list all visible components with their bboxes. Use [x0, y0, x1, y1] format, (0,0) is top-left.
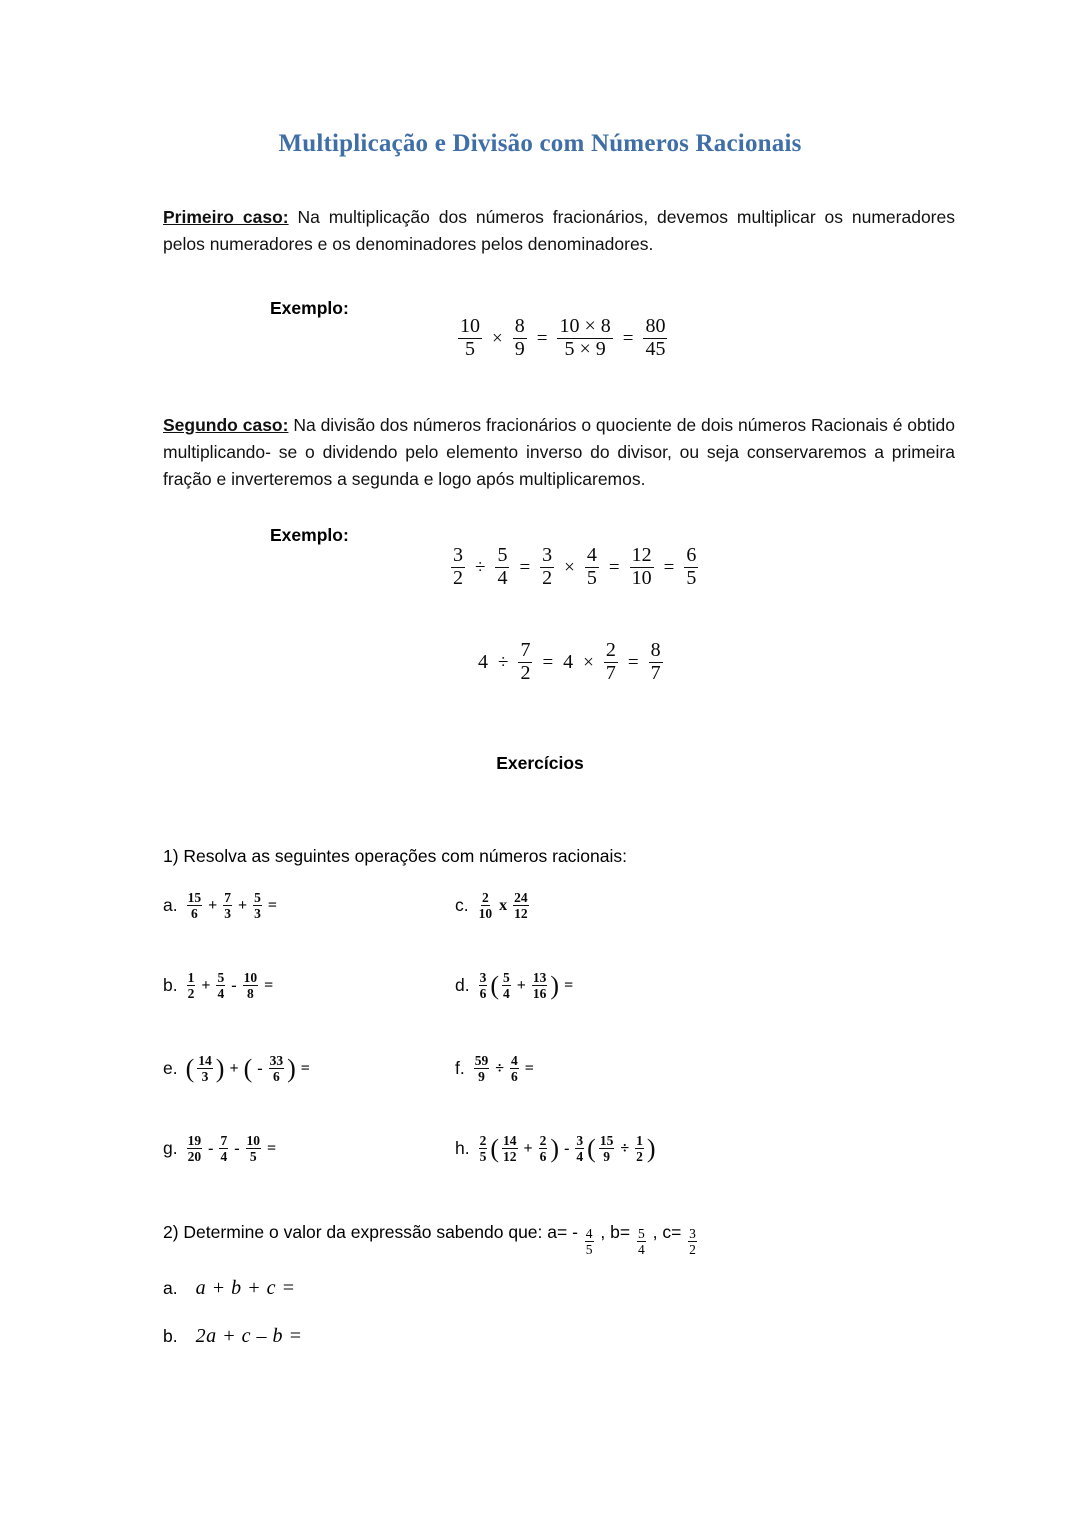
fraction: [451, 545, 465, 589]
fraction: [513, 890, 529, 921]
close-paren: ): [287, 1053, 296, 1083]
exercise-item-f: [455, 1053, 538, 1084]
denominator: 5: [586, 566, 597, 589]
fraction: [649, 640, 663, 684]
operator-times: x: [499, 896, 508, 914]
denominator: 5: [465, 337, 475, 360]
equals-sign: =: [622, 327, 634, 349]
close-paren: ): [550, 970, 560, 1000]
operator-divide: ÷: [475, 556, 486, 578]
item-tag: d.: [455, 975, 470, 996]
numerator: 1: [636, 1133, 643, 1148]
denominator: 16: [532, 986, 547, 1002]
numerator: 8: [514, 315, 525, 337]
question-1-text: 1) Resolva as seguintes operações com números racionais:: [163, 846, 627, 866]
whole-number: 4: [478, 650, 488, 673]
fraction: [187, 890, 203, 921]
question-2-prefix: 2) Determine o valor da expressão sabendo que: a= -: [163, 1222, 578, 1242]
denominator: 7: [605, 661, 616, 684]
item-tag: a.: [163, 1278, 178, 1298]
numerator: 10: [460, 315, 480, 337]
fraction: [684, 545, 698, 589]
fraction: [557, 316, 612, 360]
denominator: 3: [201, 1069, 209, 1085]
numerator: 7: [224, 890, 231, 905]
numerator: 5: [254, 890, 261, 905]
fraction: [219, 1133, 228, 1164]
numerator: 15: [599, 1133, 614, 1148]
numerator: 4: [585, 1226, 593, 1241]
fraction: [474, 1053, 490, 1084]
denominator: 4: [576, 1149, 584, 1165]
equals-sign: =: [542, 651, 554, 673]
second-case-paragraph: [163, 412, 955, 493]
operator-minus: -: [208, 1139, 214, 1157]
equation-division-example-2: [475, 640, 666, 684]
operator-plus: +: [229, 1059, 239, 1077]
numerator: 3: [689, 1226, 696, 1241]
fraction: [216, 970, 225, 1001]
numerator: 13: [532, 970, 547, 985]
fraction: [532, 970, 548, 1001]
numerator: 5: [497, 544, 508, 566]
fraction: [269, 1053, 285, 1084]
fraction: [539, 1133, 548, 1164]
denominator: 2: [542, 566, 553, 589]
operator-plus: +: [201, 976, 211, 994]
numerator: 7: [220, 1133, 228, 1148]
second-case-text: Na divisão dos números fracionários o quociente de dois números Racionais é obtido multiplicando- se o dividendo pelo elemento inverso do divisor, ou seja conservaremos a primeira fração e inverteremos a segunda e logo após multiplicaremos.: [163, 415, 955, 489]
first-case-lead: Primeiro caso:: [163, 207, 289, 227]
denominator: 8: [246, 986, 254, 1002]
fraction: [458, 316, 482, 360]
open-paren: (: [185, 1053, 195, 1083]
numerator: 7: [520, 639, 531, 661]
question-2-item-a: [163, 1277, 295, 1300]
operator-minus: -: [234, 1139, 240, 1157]
fraction-c-value: [688, 1226, 697, 1257]
item-tag: b.: [163, 975, 178, 996]
open-paren: (: [587, 1133, 596, 1163]
equals-sign: =: [264, 976, 274, 994]
item-tag: h.: [455, 1138, 470, 1159]
denominator: 6: [479, 986, 487, 1002]
fraction: [575, 1133, 584, 1164]
fraction: [643, 316, 667, 360]
numerator: 5: [637, 1226, 645, 1241]
denominator: 4: [637, 1242, 645, 1258]
item-expression: [477, 970, 578, 1001]
denominator: 12: [503, 1149, 517, 1165]
equation-division-example-1: [448, 545, 701, 589]
exercise-item-a: [163, 890, 281, 921]
item-expression: [472, 1053, 538, 1084]
close-paren: ): [215, 1053, 225, 1083]
numerator: 3: [542, 544, 553, 566]
item-expression: [185, 1133, 281, 1164]
operator-divide: ÷: [495, 1059, 505, 1077]
denominator: 4: [503, 986, 510, 1002]
denominator: 2: [187, 986, 195, 1002]
fraction: [585, 545, 599, 589]
item-tag: b.: [163, 1326, 178, 1346]
equals-sign: =: [564, 976, 574, 994]
fraction: [630, 545, 654, 589]
item-tag: a.: [163, 895, 178, 916]
item-expression: [185, 970, 278, 1001]
denominator: 45: [645, 337, 666, 360]
operator-plus: +: [208, 896, 218, 914]
numerator: 10: [246, 1133, 261, 1148]
numerator: 33: [269, 1053, 284, 1068]
denominator: 6: [190, 906, 198, 922]
fraction: [253, 890, 262, 921]
numerator: 19: [187, 1133, 202, 1148]
operator-minus: -: [257, 1059, 263, 1077]
denominator: 6: [511, 1069, 518, 1085]
whole-number: 4: [563, 650, 574, 673]
operator-times: ×: [564, 556, 575, 578]
fraction: [599, 1133, 615, 1164]
item-tag: e.: [163, 1058, 178, 1079]
item-expression: [477, 1133, 657, 1164]
exercise-item-g: [163, 1133, 280, 1164]
denominator: 5: [686, 566, 697, 589]
denominator: 9: [603, 1149, 610, 1165]
denominator: 4: [497, 566, 508, 589]
numerator: 2: [479, 1133, 487, 1148]
fraction: [518, 640, 532, 684]
fraction: [510, 1053, 519, 1084]
denominator: 10: [631, 566, 652, 589]
operator-minus: -: [564, 1139, 570, 1157]
equals-sign: =: [608, 556, 620, 578]
denominator: 2: [689, 1242, 696, 1258]
fraction: [243, 970, 259, 1001]
denominator: 9: [478, 1069, 485, 1085]
fraction: [187, 970, 196, 1001]
fraction: [478, 890, 494, 921]
item-expression: [185, 1053, 314, 1084]
equals-sign: =: [524, 1059, 534, 1077]
denominator: 3: [224, 906, 231, 922]
open-paren: (: [490, 970, 500, 1000]
operator-divide: ÷: [620, 1139, 630, 1157]
exercise-item-b: [163, 970, 277, 1001]
numerator: 5: [217, 970, 225, 985]
numerator: 10: [243, 970, 258, 985]
numerator: 1: [187, 970, 195, 985]
example-label-2: Exemplo:: [270, 525, 349, 545]
exercise-item-c: [455, 890, 531, 921]
exercise-item-e: [163, 1053, 314, 1084]
fraction: [495, 545, 509, 589]
page-title: Multiplicação e Divisão com Números Racionais: [278, 130, 802, 157]
second-case-lead: Segundo caso:: [163, 415, 289, 435]
numerator: 3: [479, 970, 487, 985]
numerator: 59: [474, 1053, 489, 1068]
denominator: 5 × 9: [564, 337, 606, 360]
first-case-text: Na multiplicação dos números fracionários, devemos multiplicar os numeradores pelos numeradores e os denominadores pelos denominadores.: [163, 207, 955, 254]
fraction-b-value: [637, 1226, 646, 1257]
fraction: [513, 316, 527, 360]
denominator: 2: [453, 566, 463, 589]
denominator: 10: [478, 906, 493, 922]
numerator: 8: [650, 639, 661, 661]
numerator: 3: [576, 1133, 584, 1148]
equals-sign: =: [267, 896, 277, 914]
exercises-heading: Exercícios: [496, 753, 584, 773]
question-2-text: [163, 1219, 699, 1257]
fraction: [223, 890, 232, 921]
denominator: 2: [520, 661, 531, 684]
equals-sign: =: [536, 327, 548, 349]
denominator: 5: [479, 1149, 487, 1165]
operator-plus: +: [237, 896, 248, 914]
fraction: [540, 545, 554, 589]
numerator: 14: [503, 1133, 517, 1148]
numerator: 12: [631, 544, 652, 566]
open-paren: (: [490, 1133, 500, 1163]
denominator: 5: [249, 1149, 257, 1165]
denominator: 6: [539, 1149, 547, 1165]
item-tag: f.: [455, 1058, 465, 1079]
numerator: 2: [539, 1133, 547, 1148]
equals-sign: =: [519, 556, 531, 578]
denominator: 4: [217, 986, 225, 1002]
fraction-a-value: [585, 1226, 594, 1257]
numerator: 14: [198, 1053, 212, 1068]
denominator: 7: [650, 661, 661, 684]
exercise-item-d: [455, 970, 577, 1001]
fraction: [197, 1053, 213, 1084]
fraction: [502, 1133, 518, 1164]
numerator: 4: [511, 1053, 518, 1068]
denominator: 20: [187, 1149, 202, 1165]
example-label-1: Exemplo:: [270, 298, 349, 318]
item-tag: c.: [455, 895, 469, 916]
operator-times: ×: [583, 651, 594, 673]
exercise-item-h: [455, 1133, 657, 1164]
numerator: 2: [482, 890, 489, 905]
numerator: 2: [605, 639, 616, 661]
operator-minus: -: [231, 976, 237, 994]
operator-plus: +: [516, 976, 526, 994]
item-tag: g.: [163, 1138, 178, 1159]
numerator: 4: [586, 544, 597, 566]
fraction: [246, 1133, 262, 1164]
fraction: [502, 970, 511, 1001]
numerator: 24: [514, 890, 528, 905]
item-expression: 2a + c – b =: [195, 1325, 303, 1347]
fraction: [635, 1133, 644, 1164]
item-expression: [476, 890, 531, 921]
question-2-sep-1: , b=: [600, 1222, 631, 1242]
first-case-paragraph: [163, 204, 955, 258]
operator-times: ×: [492, 327, 503, 349]
equation-multiplication-example: [455, 316, 670, 360]
numerator: 80: [645, 315, 666, 337]
numerator: 3: [453, 544, 463, 566]
fraction: [479, 970, 488, 1001]
operator-divide: ÷: [498, 651, 509, 673]
denominator: 9: [514, 337, 525, 360]
fraction: [187, 1133, 203, 1164]
close-paren: ): [646, 1133, 656, 1163]
denominator: 12: [514, 906, 528, 922]
numerator: 5: [503, 970, 510, 985]
numerator: 10 × 8: [559, 315, 611, 337]
denominator: 4: [220, 1149, 228, 1165]
item-expression: a + b + c =: [195, 1277, 296, 1299]
question-2-item-b: [163, 1325, 302, 1348]
equals-sign: =: [627, 651, 639, 673]
fraction: [479, 1133, 488, 1164]
equals-sign: =: [300, 1059, 310, 1077]
close-paren: ): [550, 1133, 560, 1163]
operator-plus: +: [523, 1139, 533, 1157]
equals-sign: =: [267, 1139, 277, 1157]
denominator: 6: [272, 1069, 280, 1085]
question-2-sep-2: , c=: [652, 1222, 682, 1242]
open-paren: (: [243, 1053, 253, 1083]
denominator: 5: [585, 1242, 593, 1258]
fraction: [604, 640, 618, 684]
denominator: 3: [254, 906, 261, 922]
equals-sign: =: [663, 556, 675, 578]
item-expression: [185, 890, 281, 921]
numerator: 15: [187, 890, 202, 905]
numerator: 6: [686, 544, 697, 566]
denominator: 2: [636, 1149, 643, 1165]
